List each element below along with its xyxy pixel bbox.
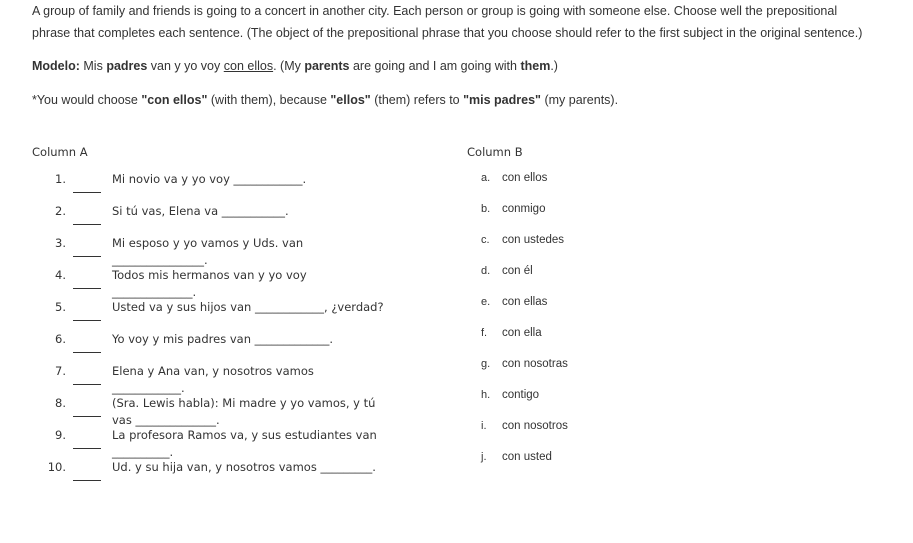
answer-blank[interactable] [73, 224, 101, 225]
model-text: are going and I am going with [349, 59, 521, 73]
option-text: con ellas [502, 296, 548, 308]
question-sentence: Si tú vas, Elena va ___________. [112, 204, 289, 218]
answer-blank[interactable] [73, 384, 101, 385]
question-sentence: ____________. [112, 381, 185, 395]
instructions [32, 0, 872, 44]
option-letter: h. [481, 389, 491, 401]
question-sentence: vas ______________. [112, 413, 220, 427]
answer-blank[interactable] [73, 192, 101, 193]
answer-blank[interactable] [73, 352, 101, 353]
model-text: . (My [273, 59, 305, 73]
option-letter: g. [481, 358, 491, 370]
column-b-heading: Column B [467, 145, 523, 159]
model-subject: padres [106, 59, 148, 73]
instructions-line-2: phrase that completes each sentence. (The object of the prepositional phrase that you choose should refer to the first subject in the original sentence.) [32, 26, 863, 40]
question-sentence: Mi esposo y yo vamos y Uds. van [112, 236, 304, 250]
option-letter: j. [481, 451, 487, 463]
question-sentence: Usted va y sus hijos van ____________, ¿verdad? [112, 300, 384, 314]
option-letter: b. [481, 203, 491, 215]
instructions-line-1: A group of family and friends is going to a concert in another city. Each person or group is going with someone else. Choose well the prepositional [32, 4, 838, 18]
option-text: con ustedes [502, 234, 565, 246]
option-letter: a. [481, 172, 491, 184]
question-sentence: Elena y Ana van, y nosotros vamos [112, 364, 314, 378]
option-text: con él [502, 265, 533, 277]
question-sentence: (Sra. Lewis habla): Mi madre y yo vamos, y tú [112, 396, 376, 410]
option-text: conmigo [502, 203, 546, 215]
question-sentence: Todos mis hermanos van y yo voy [112, 268, 307, 282]
question-sentence: Yo voy y mis padres van _____________. [112, 332, 334, 346]
question-sentence: Mi novio va y yo voy ____________. [112, 172, 307, 186]
note-text: *You would choose [32, 93, 142, 107]
question-number: 10. [47, 460, 66, 474]
option-text: con usted [502, 451, 552, 463]
model-text: Mis [79, 59, 107, 73]
option-letter: f. [481, 327, 488, 339]
model-english-subject: parents [304, 59, 350, 73]
answer-blank[interactable] [73, 416, 101, 417]
question-number: 7. [55, 364, 66, 378]
model-text: .) [550, 59, 558, 73]
note-text: (them) refers to [370, 93, 464, 107]
question-number: 3. [55, 236, 66, 250]
model-example [32, 56, 558, 76]
question-number: 5. [55, 300, 66, 314]
question-sentence: Ud. y su hija van, y nosotros vamos _________. [112, 460, 376, 474]
question-number: 8. [55, 396, 66, 410]
model-english-object: them [520, 59, 551, 73]
option-letter: d. [481, 265, 491, 277]
question-sentence: La profesora Ramos va, y sus estudiantes van [112, 428, 377, 442]
note-choice: "con ellos" [141, 93, 208, 107]
option-text: con ellos [502, 172, 548, 184]
option-letter: e. [481, 296, 491, 308]
option-text: contigo [502, 389, 540, 401]
note-text: (my parents). [540, 93, 619, 107]
model-text: van y yo voy [147, 59, 224, 73]
question-number: 9. [55, 428, 66, 442]
model-answer: con ellos [223, 59, 274, 73]
question-number: 2. [55, 204, 66, 218]
answer-blank[interactable] [73, 448, 101, 449]
question-sentence: ________________. [112, 253, 208, 267]
answer-blank[interactable] [73, 288, 101, 289]
question-number: 1. [55, 172, 66, 186]
option-text: con ella [502, 327, 542, 339]
question-number: 6. [55, 332, 66, 346]
model-label: Modelo: [32, 59, 80, 73]
option-text: con nosotros [502, 420, 568, 432]
option-text: con nosotras [502, 358, 568, 370]
explanation-note [32, 90, 618, 110]
question-number: 4. [55, 268, 66, 282]
answer-blank[interactable] [73, 480, 101, 481]
answer-blank[interactable] [73, 320, 101, 321]
answer-blank[interactable] [73, 256, 101, 257]
note-referent: "mis padres" [463, 93, 541, 107]
option-letter: i. [481, 420, 487, 432]
question-sentence: __________. [112, 445, 174, 459]
note-pronoun: "ellos" [330, 93, 371, 107]
question-sentence: ______________. [112, 285, 197, 299]
note-text: (with them), because [207, 93, 331, 107]
column-a-heading: Column A [32, 145, 88, 159]
option-letter: c. [481, 234, 490, 246]
